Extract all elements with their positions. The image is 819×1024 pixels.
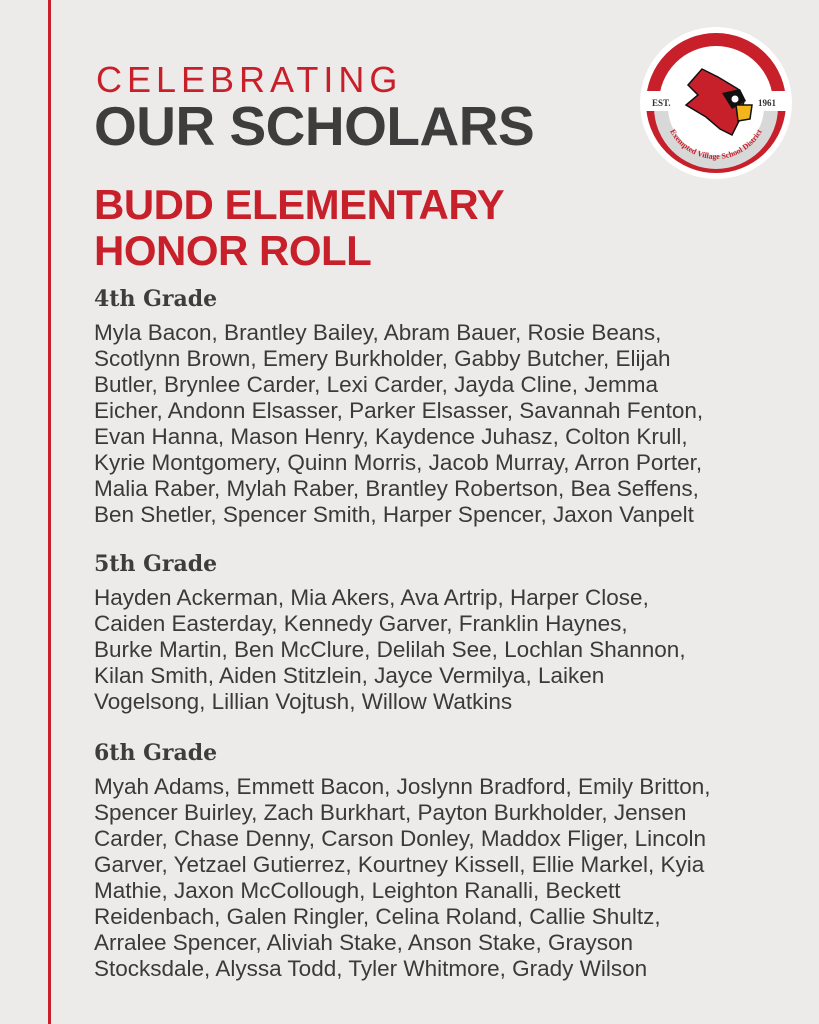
names-line: Arralee Spencer, Aliviah Stake, Anson Stake, Grayson: [94, 930, 634, 955]
school-title-line: BUDD ELEMENTARY: [94, 181, 505, 228]
names-line: Garver, Yetzael Gutierrez, Kourtney Kissell, Ellie Markel, Kyia: [94, 852, 705, 877]
page-title: OUR SCHOLARS: [94, 95, 535, 157]
names-list: [94, 585, 686, 715]
names-line: Stocksdale, Alyssa Todd, Tyler Whitmore, Grady Wilson: [94, 956, 648, 981]
names-line: Reidenbach, Galen Ringler, Celina Roland, Callie Shultz,: [94, 904, 661, 929]
names-line: Myla Bacon, Brantley Bailey, Abram Bauer, Rosie Beans,: [94, 320, 662, 345]
svg-text:1961: 1961: [758, 98, 776, 108]
names-line: Vogelsong, Lillian Vojtush, Willow Watkins: [94, 689, 513, 714]
grade-heading: 4th Grade: [94, 286, 218, 312]
names-line: Spencer Buirley, Zach Burkhart, Payton Burkholder, Jensen: [94, 800, 687, 825]
names-line: Eicher, Andonn Elsasser, Parker Elsasser, Savannah Fenton,: [94, 398, 704, 423]
names-line: Butler, Brynlee Carder, Lexi Carder, Jayda Cline, Jemma: [94, 372, 659, 397]
names-line: Kyrie Montgomery, Quinn Morris, Jacob Murray, Arron Porter,: [94, 450, 703, 475]
names-line: Evan Hanna, Mason Henry, Kaydence Juhasz, Colton Krull,: [94, 424, 688, 449]
names-list: [94, 320, 703, 528]
names-line: Scotlynn Brown, Emery Burkholder, Gabby Butcher, Elijah: [94, 346, 671, 371]
names-line: Mathie, Jaxon McCollough, Leighton Ranalli, Beckett: [94, 878, 621, 903]
names-line: Burke Martin, Ben McClure, Delilah See, Lochlan Shannon,: [94, 637, 686, 662]
grade-section-4th: [94, 284, 703, 528]
grade-section-6th: [94, 738, 711, 982]
names-line: Hayden Ackerman, Mia Akers, Ava Artrip, Harper Close,: [94, 585, 649, 610]
header-kicker: CELEBRATING: [96, 59, 403, 100]
names-line: Malia Raber, Mylah Raber, Brantley Robertson, Bea Seffens,: [94, 476, 699, 501]
svg-text:Exempted Village School Distri: Exempted Village School District: [668, 127, 764, 162]
school-title: [94, 182, 504, 274]
district-logo: [640, 27, 792, 179]
names-line: Caiden Easterday, Kennedy Garver, Franklin Haynes,: [94, 611, 628, 636]
svg-text:LOUDONVILLE-PERRYSVILLE: LOUDONVILLE-PERRYSVILLE: [658, 44, 774, 100]
names-line: Kilan Smith, Aiden Stitzlein, Jayce Vermilya, Laiken: [94, 663, 605, 688]
grade-heading: 6th Grade: [94, 740, 218, 766]
names-line: Myah Adams, Emmett Bacon, Joslynn Bradford, Emily Britton,: [94, 774, 711, 799]
school-title-line: HONOR ROLL: [94, 227, 372, 274]
names-line: Carder, Chase Denny, Carson Donley, Maddox Fliger, Lincoln: [94, 826, 706, 851]
grade-heading: 5th Grade: [94, 551, 218, 577]
names-line: Ben Shetler, Spencer Smith, Harper Spencer, Jaxon Vanpelt: [94, 502, 694, 527]
accent-rule: [48, 0, 51, 1024]
svg-text:EST.: EST.: [652, 98, 671, 108]
grade-section-5th: [94, 549, 686, 715]
names-list: [94, 774, 711, 982]
